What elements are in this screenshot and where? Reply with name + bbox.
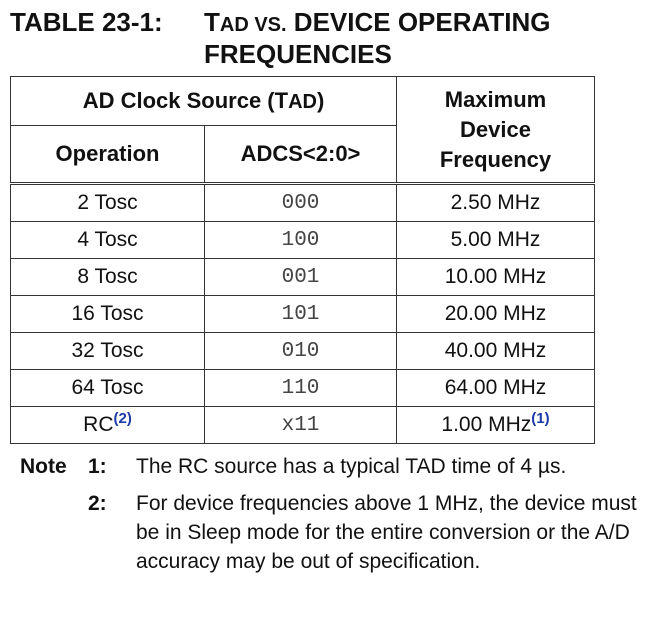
- operation-cell: 32 Tosc: [11, 333, 205, 370]
- note-1: [20, 452, 640, 481]
- note-2: [20, 489, 640, 576]
- adcs-cell: x11: [205, 407, 397, 444]
- adcs-cell: 110: [205, 370, 397, 407]
- table-row: [11, 259, 595, 296]
- title-line-1: TAD VS. DEVICE OPERATING: [204, 7, 551, 37]
- frequency-cell: 64.00 MHz: [397, 370, 595, 407]
- frequency-cell: 20.00 MHz: [397, 296, 595, 333]
- max-frequency-header: Maximum Device Frequency: [397, 77, 595, 184]
- table-notes: [20, 452, 640, 576]
- footnote-ref-2[interactable]: (2): [113, 410, 132, 427]
- adcs-cell: 100: [205, 222, 397, 259]
- adcs-cell: 101: [205, 296, 397, 333]
- adcs-header: ADCS<2:0>: [205, 126, 397, 184]
- frequency-cell: 10.00 MHz: [397, 259, 595, 296]
- frequency-table: [10, 76, 595, 444]
- note-number: 2:: [88, 492, 107, 515]
- table-row: [11, 296, 595, 333]
- frequency-cell: 40.00 MHz: [397, 333, 595, 370]
- operation-cell: 4 Tosc: [11, 222, 205, 259]
- table-number: TABLE 23-1:: [10, 7, 163, 37]
- adcs-cell: 000: [205, 184, 397, 222]
- footnote-ref-1[interactable]: (1): [531, 410, 550, 427]
- table-row: [11, 222, 595, 259]
- operation-cell: 16 Tosc: [11, 296, 205, 333]
- frequency-cell: 2.50 MHz: [397, 184, 595, 222]
- table-row: [11, 370, 595, 407]
- adcs-cell: 001: [205, 259, 397, 296]
- frequency-cell: 5.00 MHz: [397, 222, 595, 259]
- frequency-cell: 1.00 MHz$^{(1)}$: [397, 407, 595, 444]
- note-text: The RC source has a typical TAD time of 4 µs.: [136, 455, 567, 478]
- note-number: 1:: [88, 455, 107, 478]
- table-row: [11, 333, 595, 370]
- ad-clock-source-header: AD Clock Source (TAD): [11, 77, 397, 126]
- operation-cell: RC$^{(2)}$: [11, 407, 205, 444]
- note-label: Note: [20, 455, 67, 478]
- operation-cell: 64 Tosc: [11, 370, 205, 407]
- table-row: [11, 407, 595, 444]
- operation-cell: 2 Tosc: [11, 184, 205, 222]
- note-text: For device frequencies above 1 MHz, the device must be in Sleep mode for the entire conversion or the A/D accuracy may be out of specification.: [136, 492, 637, 573]
- table-row: [11, 184, 595, 222]
- title-line-2: FREQUENCIES: [204, 39, 392, 69]
- operation-header: Operation: [11, 126, 205, 184]
- adcs-cell: 010: [205, 333, 397, 370]
- operation-cell: 8 Tosc: [11, 259, 205, 296]
